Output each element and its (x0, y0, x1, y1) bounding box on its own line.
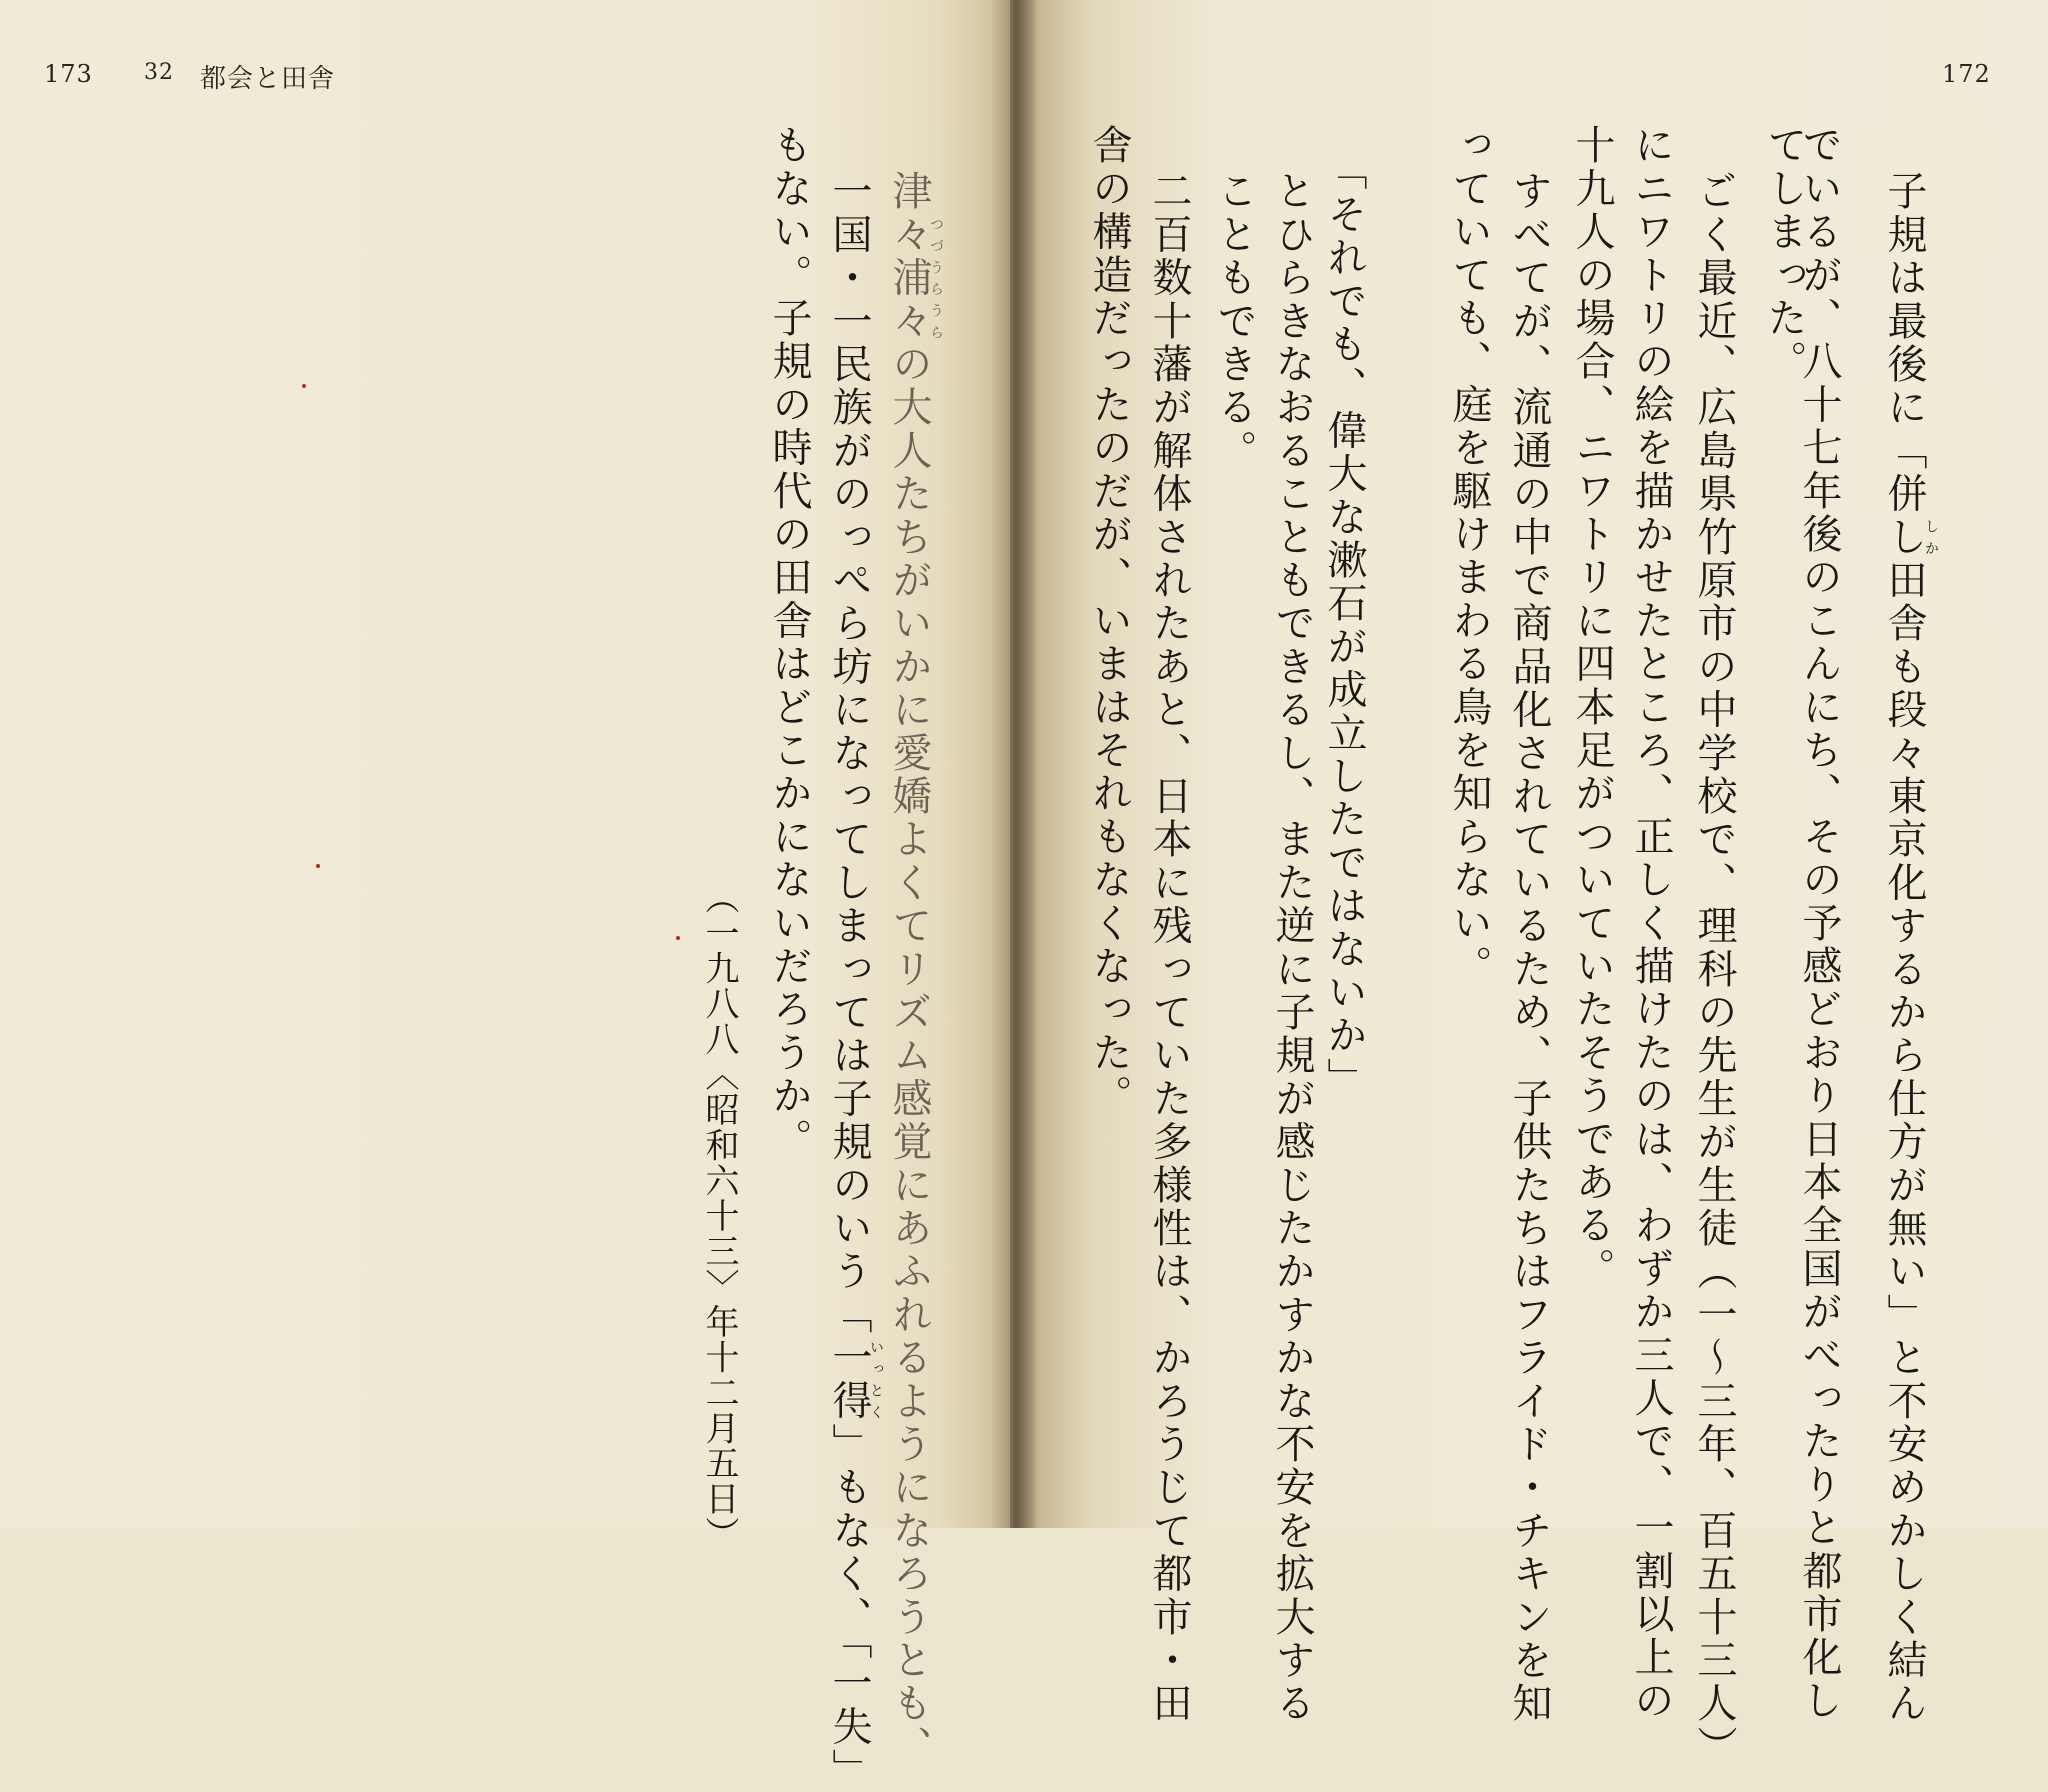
text-column: 「それでも、偉大な漱石が成立したではないか」 (1321, 150, 1367, 1101)
text-column: ごく最近、広島県竹原市の中学校で、理科の先生が生徒（一〜三年、百五十三人） (1691, 170, 1737, 1769)
text-column: 舎の構造だったのだが、いまはそれもなくなった。 (1086, 124, 1132, 1118)
chapter-number: 32 (144, 60, 174, 85)
ink-speck (316, 864, 320, 868)
text-column: 二百数十藩が解体されたあと、日本に残っていた多様性は、かろうじて都市・田 (1146, 170, 1192, 1726)
ink-speck (676, 936, 680, 940)
text-column: すべてが、流通の中で商品化されているため、子供たちはフライド・チキンを知 (1506, 170, 1552, 1726)
ruby-shika: しか (1923, 515, 1939, 559)
page-number-right: 172 (1942, 60, 1991, 88)
text-column: 十九人の場合、ニワトリに四本足がついていたそうである。 (1569, 124, 1615, 1291)
ink-speck (302, 384, 306, 388)
text-column: てしまった。 (1761, 124, 1807, 384)
ruby-tsuzuuraura: つづうらうら (928, 213, 944, 343)
text-column: 子規は最後に「併ししか田舎も段々東京化するから仕方が無い」と不安めかしく結ん (1881, 170, 1939, 1726)
text-column: こともできる。 (1211, 170, 1257, 473)
page-number-left: 173 (44, 60, 93, 88)
chapter-title: 都会と田舎 (200, 64, 336, 94)
text-column: っていても、庭を駆けまわる鳥を知らない。 (1446, 124, 1492, 988)
text-column: 一国・一民族がのっぺら坊になってしまっては子規のいう「一得いっとく」もなく、「一失」 (826, 170, 884, 1792)
date-line: （一九八八〈昭和六十三〉年十二月五日） (699, 880, 739, 1552)
text-column: でいるが、八十七年後のこんにち、その予感どおり日本全国がべったりと都市化し (1796, 124, 1842, 1723)
text-column: とひらきなおることもできるし、また逆に子規が感じたかすかな不安を拡大する (1269, 170, 1315, 1726)
text-column: 津々浦々つづうらうらの大人たちがいかに愛嬌よくてリズム感覚にあふれるようになろうとも、 (886, 170, 944, 1769)
text-column: もない。子規の時代の田舎はどこかにないだろうか。 (766, 124, 812, 1161)
text-column: にニワトリの絵を描かせたところ、正しく描けたのは、わずか三人で、一割以上の (1628, 124, 1674, 1723)
ruby-ittoku: いっとく (868, 1336, 884, 1423)
book-gutter (990, 0, 1038, 1528)
